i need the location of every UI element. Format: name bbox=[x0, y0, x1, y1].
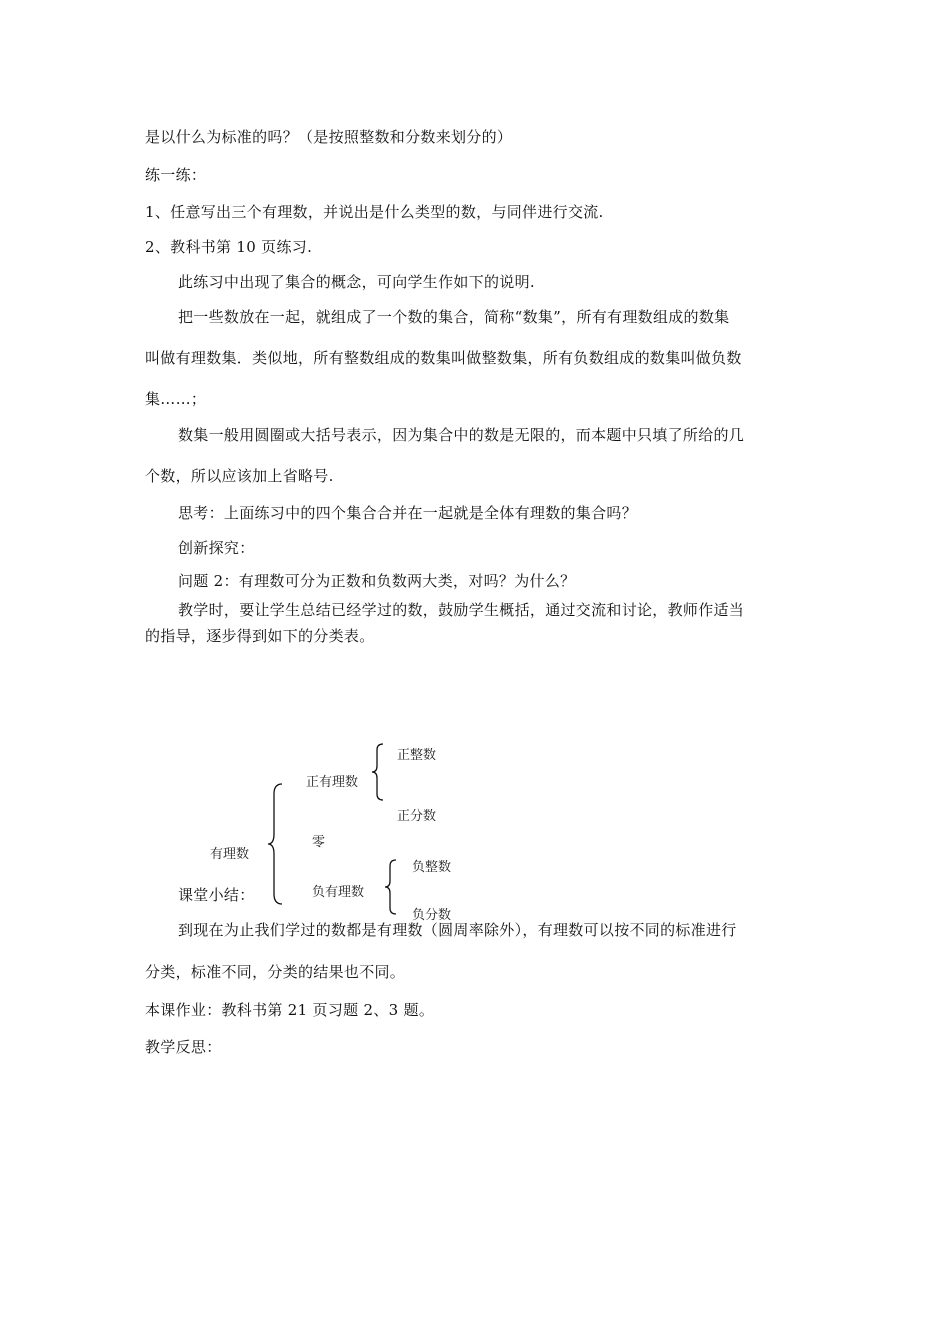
diagram-positive-label: 正有理数 bbox=[306, 775, 359, 790]
section-heading: 练一练： bbox=[145, 166, 207, 184]
exercise-item: 1、任意写出三个有理数，并说出是什么类型的数，与同伴进行交流. bbox=[145, 203, 604, 221]
text-line: 个数，所以应该加上省略号. bbox=[145, 467, 334, 485]
diagram-neg-int-label: 负整数 bbox=[412, 860, 452, 875]
text-line: 的指导，逐步得到如下的分类表。 bbox=[145, 627, 375, 645]
text-line: 把一些数放在一起，就组成了一个数的集合，简称“数集”，所有有理数组成的数集 bbox=[178, 308, 730, 326]
text-line: 分类，标准不同，分类的结果也不同。 bbox=[145, 963, 406, 981]
diagram-zero-label: 零 bbox=[312, 835, 326, 850]
lower-brace-icon bbox=[383, 858, 399, 916]
upper-brace-icon bbox=[370, 742, 386, 802]
text-line: 数集一般用圆圈或大括号表示，因为集合中的数是无限的，而本题中只填了所给的几 bbox=[178, 426, 745, 444]
text-line: 教学时，要让学生总结已经学过的数，鼓励学生概括，通过交流和讨论，教师作适当 bbox=[178, 601, 745, 619]
text-line: 到现在为止我们学过的数都是有理数（圆周率除外），有理数可以按不同的标准进行 bbox=[178, 921, 737, 939]
diagram-pos-frac-label: 正分数 bbox=[397, 809, 437, 824]
section-heading: 教学反思： bbox=[145, 1038, 222, 1056]
text-line: 问题 2：有理数可分为正数和负数两大类，对吗？为什么？ bbox=[178, 572, 576, 590]
exercise-item: 2、教科书第 10 页练习. bbox=[145, 238, 313, 256]
text-line: 是以什么为标准的吗？（是按照整数和分数来划分的） bbox=[145, 128, 513, 146]
text-line: 集……； bbox=[145, 390, 207, 408]
diagram-root-label: 有理数 bbox=[210, 847, 250, 862]
text-line: 思考：上面练习中的四个集合合并在一起就是全体有理数的集合吗？ bbox=[178, 504, 638, 522]
diagram-pos-int-label: 正整数 bbox=[397, 748, 437, 763]
text-line: 此练习中出现了集合的概念，可向学生作如下的说明. bbox=[178, 273, 535, 291]
diagram-neg-frac-label: 负分数 bbox=[412, 908, 452, 923]
homework-line: 本课作业：教科书第 21 页习题 2、3 题。 bbox=[145, 1001, 435, 1019]
text-line: 叫做有理数集．类似地，所有整数组成的数集叫做整数集，所有负数组成的数集叫做负数 bbox=[145, 349, 742, 367]
section-heading: 创新探究： bbox=[178, 539, 255, 557]
big-brace-icon bbox=[266, 782, 286, 906]
section-heading: 课堂小结： bbox=[178, 886, 255, 904]
diagram-negative-label: 负有理数 bbox=[312, 885, 365, 900]
